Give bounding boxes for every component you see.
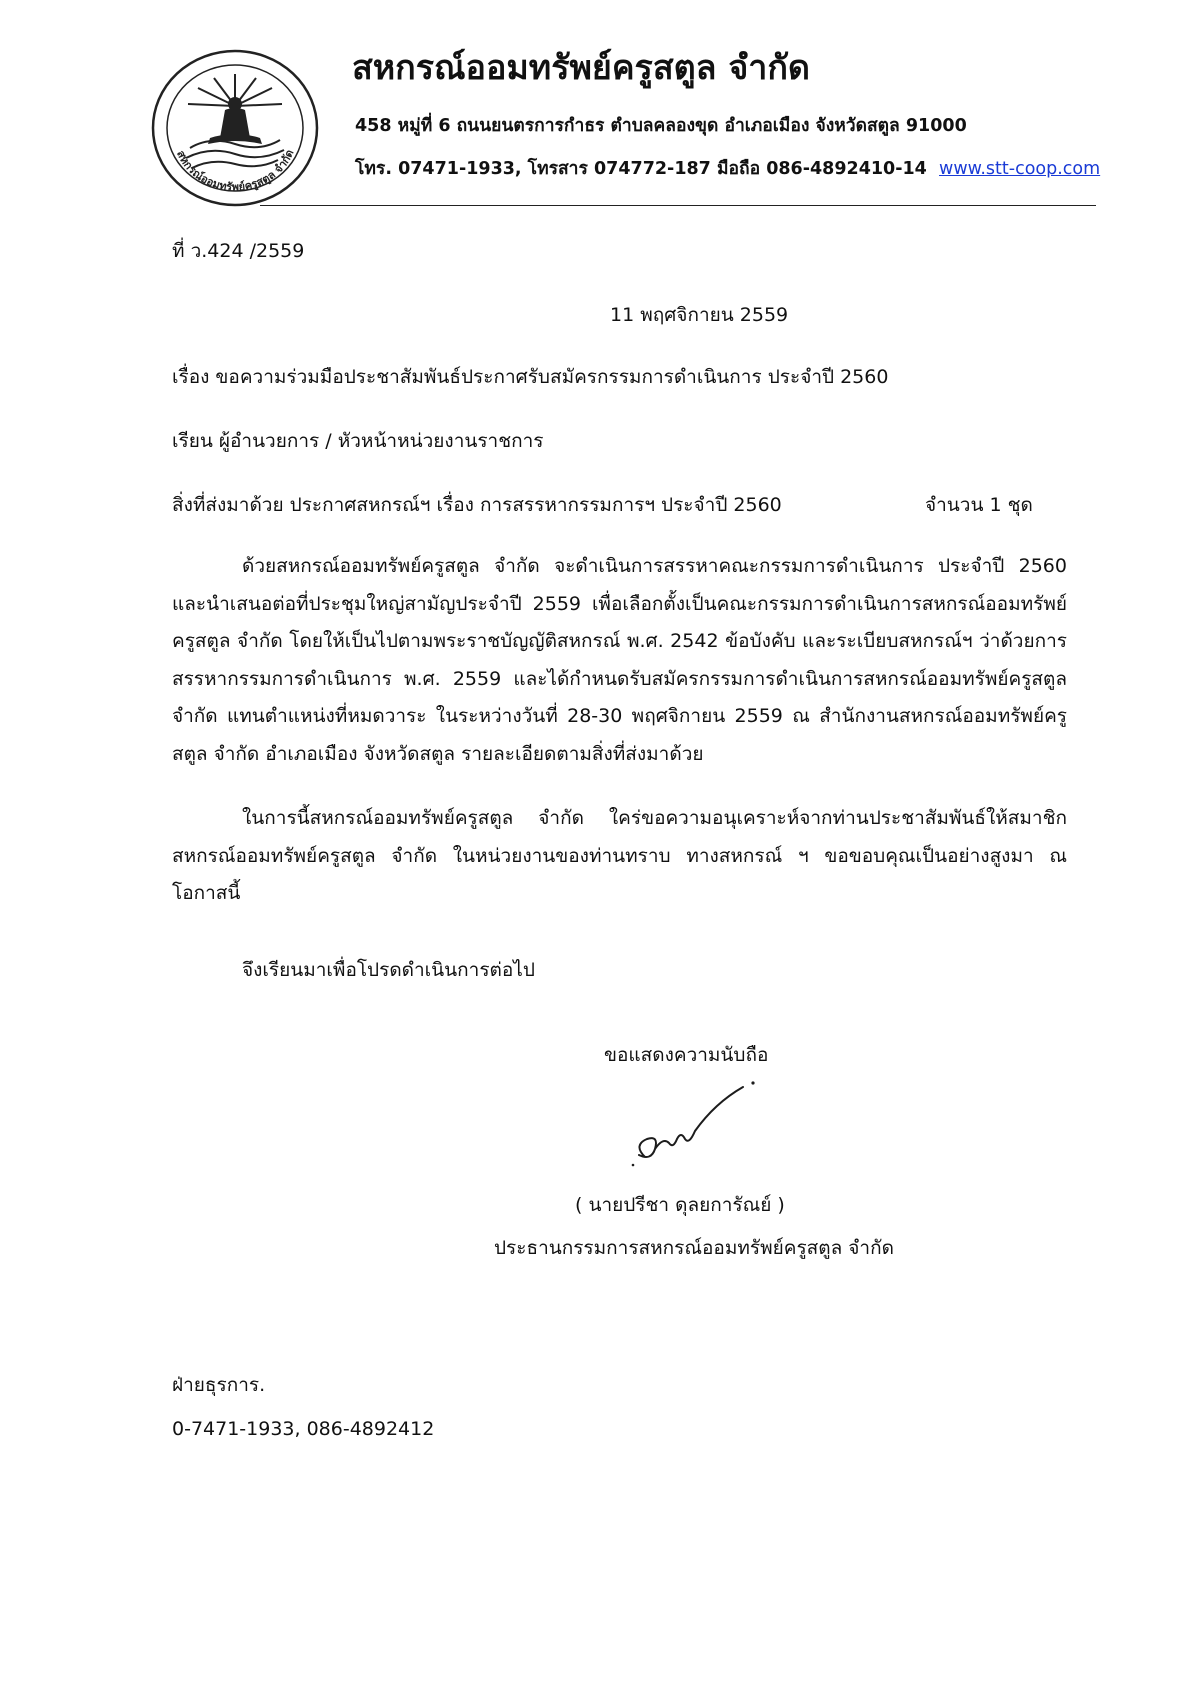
handwritten-signature	[625, 1075, 765, 1175]
letterhead-divider	[260, 205, 1096, 206]
footer-department: ฝ่ายธุรการ.	[172, 1374, 266, 1396]
body-paragraph-2-text: ในการนี้สหกรณ์ออมทรัพย์ครูสตูล จำกัด ใคร่ขอความอนุเคราะห์จากท่านประชาสัมพันธ์ให้สมาชิกสหกรณ์ออมทรัพย์ครูสตูล จำกัด ในหน่วยงานของท่านทราบ ทางสหกรณ์ ฯ ขอขอบคุณเป็นอย่างสูงมา ณ โอกาสนี้	[172, 807, 1067, 904]
letter-date: 11 พฤศจิกายน 2559	[610, 304, 789, 326]
footer-phones: 0-7471-1933, 086-4892412	[172, 1418, 435, 1440]
letter-enclosure: สิ่งที่ส่งมาด้วย ประกาศสหกรณ์ฯ เรื่อง การสรรหากรรมการฯ ประจำปี 2560	[172, 494, 782, 516]
organization-contact	[355, 154, 1100, 182]
enclosure-quantity: จำนวน 1 ชุด	[925, 494, 1033, 516]
body-paragraph-1-text: ด้วยสหกรณ์ออมทรัพย์ครูสตูล จำกัด จะดำเนินการสรรหาคณะกรรมการดำเนินการ ประจำปี 2560 และนำเสนอต่อที่ประชุมใหญ่สามัญประจำปี 2559 เพื่อเลือกตั้งเป็นคณะกรรมการดำเนินการสหกรณ์ออมทรัพย์ครูสตูล จำกัด โดยให้เป็นไปตามพระราชบัญญัติสหกรณ์ พ.ศ. 2542 ข้อบังคับ และระเบียบสหกรณ์ฯ ว่าด้วยการสรรหากรรมการดำเนินการ พ.ศ. 2559 และได้กำหนดรับสมัครกรรมการดำเนินการสหกรณ์ออมทรัพย์ครูสตูล จำกัด แทนตำแหน่งที่หมดวาระ ในระหว่างวันที่ 28-30 พฤศจิกายน 2559 ณ สำนักงานสหกรณ์ออมทรัพย์ครูสตูล จำกัด อำเภอเมือง จังหวัดสตูล รายละเอียดตามสิ่งที่ส่งมาด้วย	[172, 555, 1067, 765]
organization-name: สหกรณ์ออมทรัพย์ครูสตูล จำกัด	[352, 48, 811, 88]
salutation: ขอแสดงความนับถือ	[604, 1044, 769, 1066]
body-paragraph-1	[172, 548, 1067, 773]
letter-recipient: เรียน ผู้อำนวยการ / หัวหน้าหน่วยงานราชการ	[172, 430, 544, 452]
reference-number: ที่ ว.424 /2559	[172, 240, 305, 262]
cooperative-seal-logo	[150, 48, 320, 208]
body-paragraph-2	[172, 800, 1067, 913]
signatory-name: ( นายปรีชา ดุลยการัณย์ )	[575, 1194, 785, 1216]
organization-address: 458 หมู่ที่ 6 ถนนยนตรการกำธร ตำบลคลองขุด อำเภอเมือง จังหวัดสตูล 91000	[355, 116, 967, 136]
signatory-title: ประธานกรรมการสหกรณ์ออมทรัพย์ครูสตูล จำกัด	[494, 1237, 894, 1259]
closing-request: จึงเรียนมาเพื่อโปรดดำเนินการต่อไป	[242, 959, 535, 981]
letter-subject: เรื่อง ขอความร่วมมือประชาสัมพันธ์ประกาศรับสมัครกรรมการดำเนินการ ประจำปี 2560	[172, 366, 889, 388]
website-link[interactable]: www.stt-coop.com	[939, 159, 1101, 179]
seal-ring-text: สหกรณ์ออมทรัพย์ครูสตูล จำกัด	[173, 147, 297, 194]
contact-numbers: โทร. 07471-1933, โทรสาร 074772-187 มือถือ 086-4892410-14	[355, 159, 927, 179]
